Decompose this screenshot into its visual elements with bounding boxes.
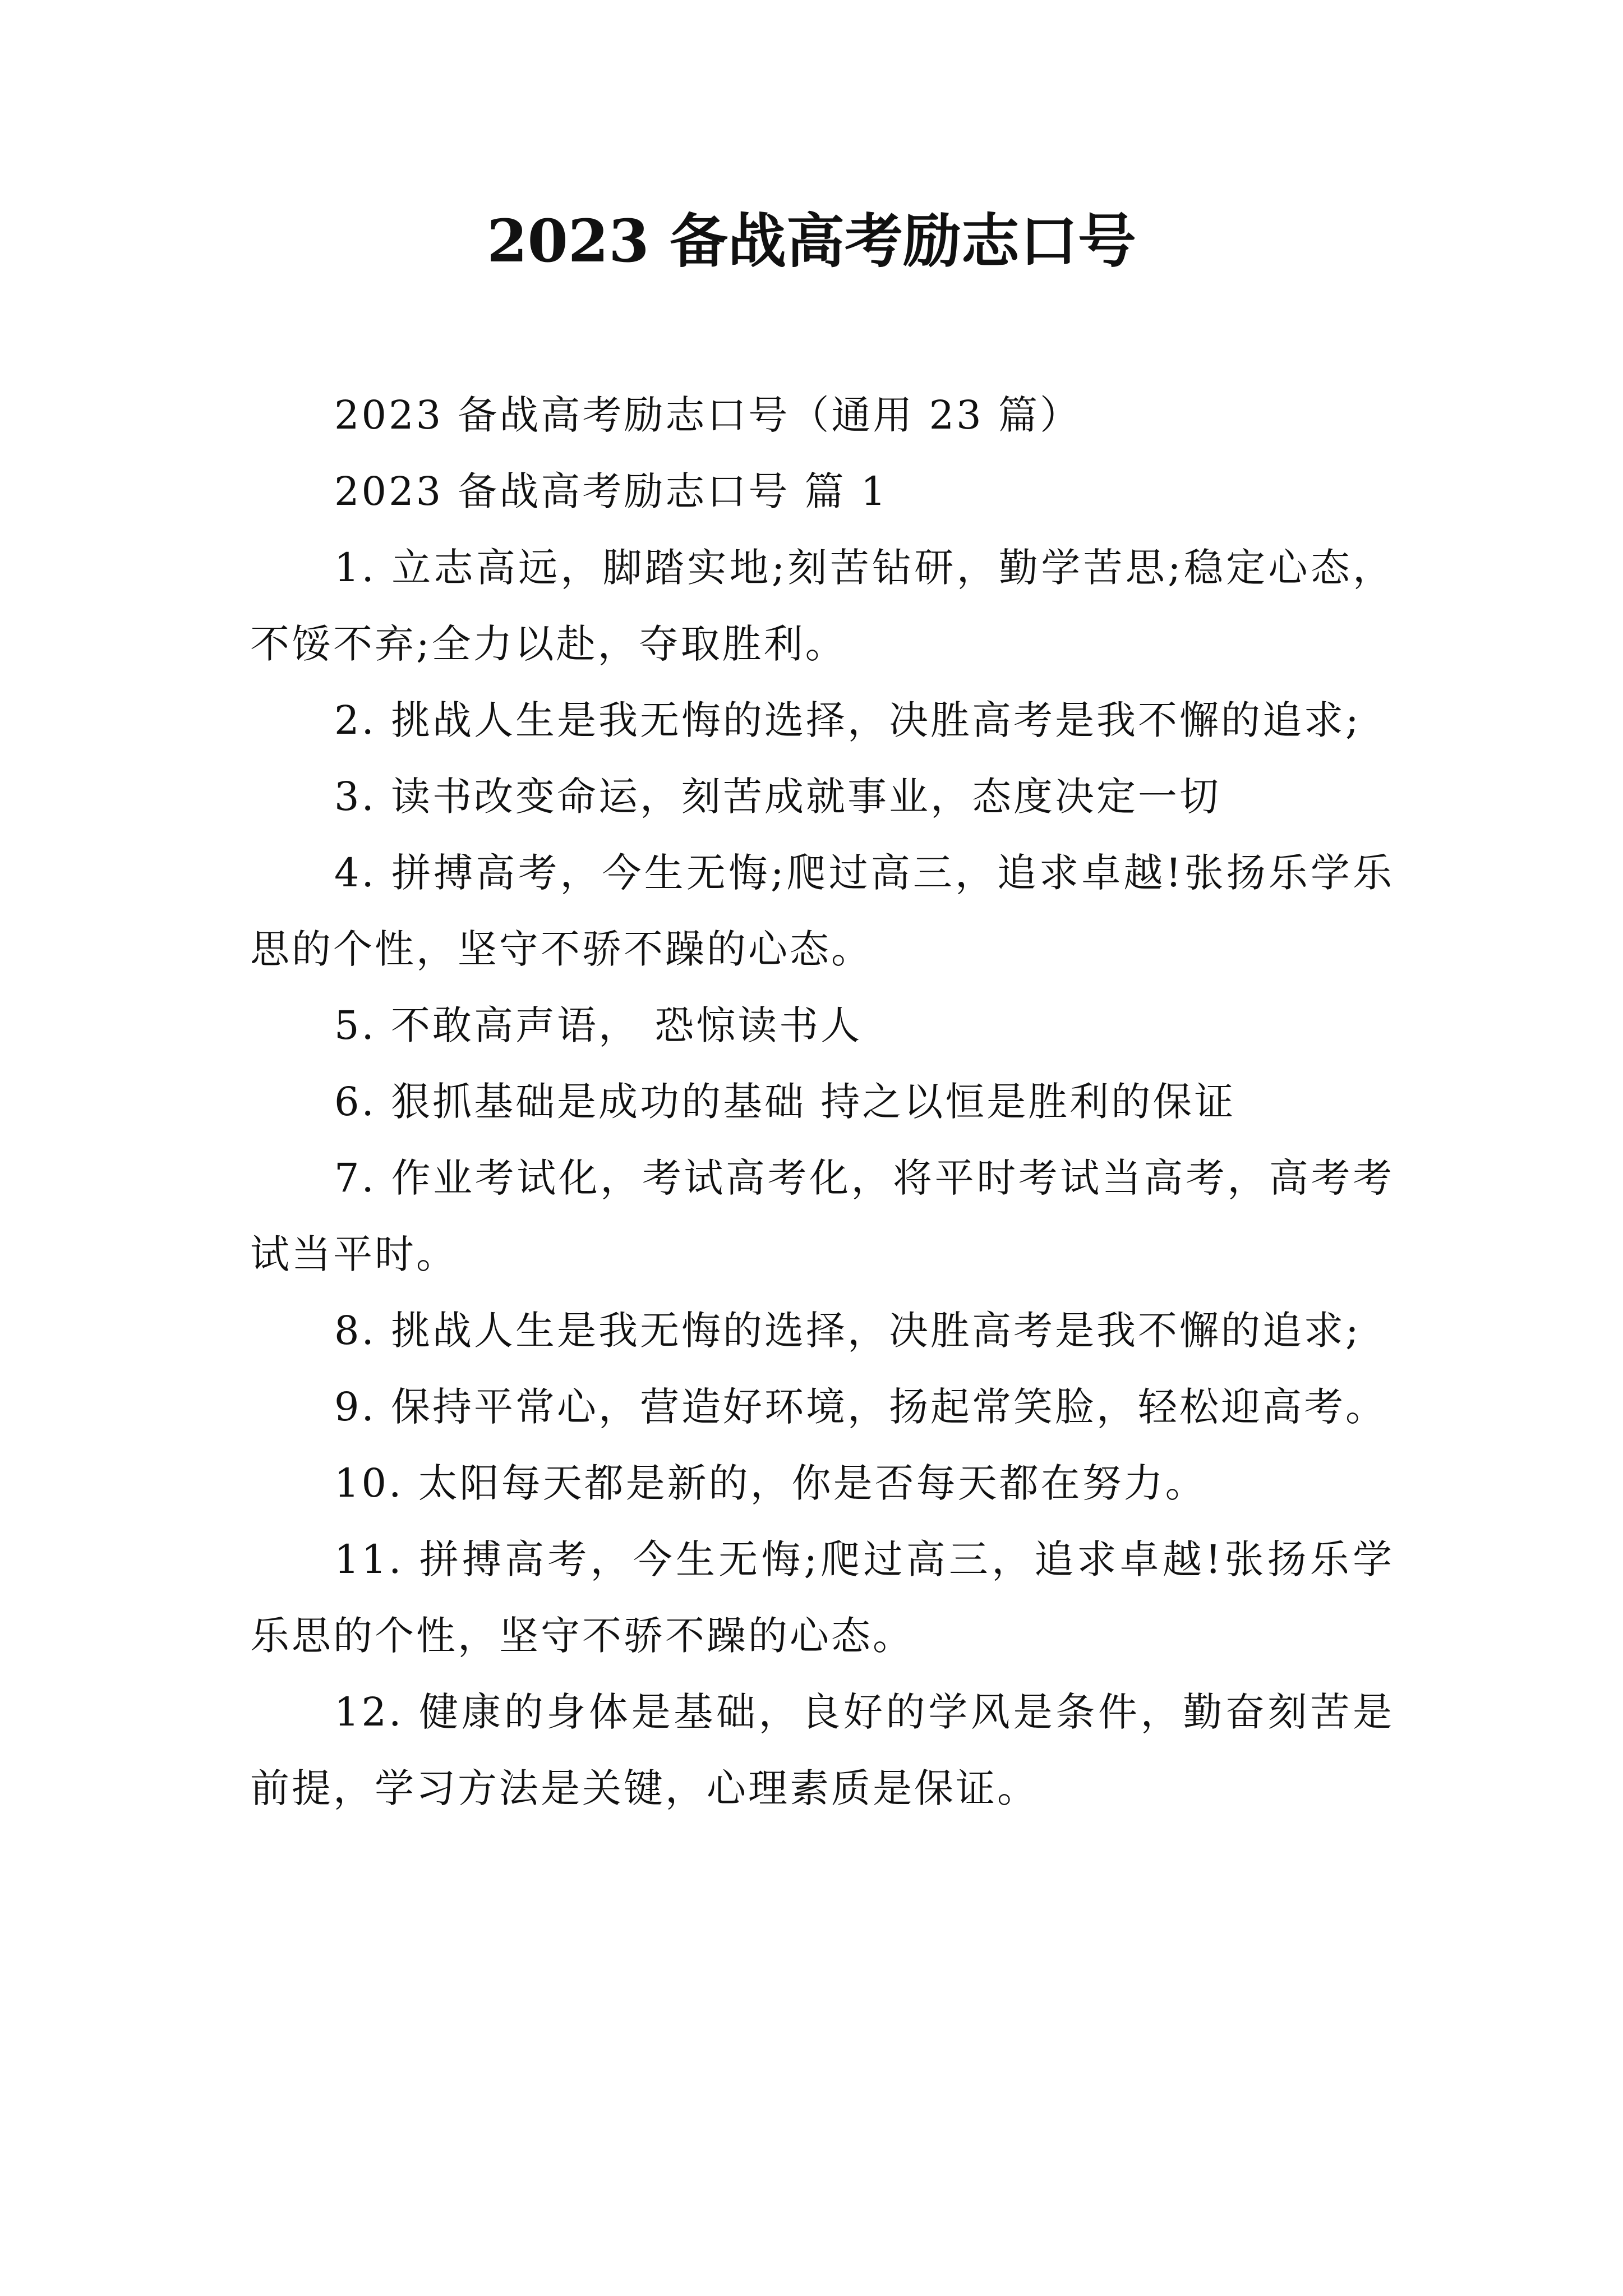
document-title: 2023 备战高考励志口号 bbox=[487, 206, 1136, 275]
slogan-item-7: 7. 作业考试化，考试高考化，将平时考试当高考，高考考试当平时。 bbox=[250, 1155, 1394, 1277]
slogan-item-8: 8. 挑战人生是我无悔的选择，决胜高考是我不懈的追求; bbox=[334, 1308, 1361, 1354]
document-body bbox=[250, 377, 1394, 1826]
subtitle-paragraph: 2023 备战高考励志口号（通用 23 篇） bbox=[334, 392, 1081, 438]
slogan-item-9: 9. 保持平常心，营造好环境，扬起常笑脸，轻松迎高考。 bbox=[334, 1384, 1387, 1430]
slogan-item-5: 5. 不敢高声语， 恐惊读书人 bbox=[334, 1002, 863, 1048]
slogan-item-6: 6. 狠抓基础是成功的基础 持之以恒是胜利的保证 bbox=[334, 1079, 1236, 1125]
slogan-item-3: 3. 读书改变命运，刻苦成就事业，态度决定一切 bbox=[334, 774, 1221, 820]
slogan-item-11: 11. 拼搏高考，今生无悔;爬过高三，追求卓越!张扬乐学乐思的个性，坚守不骄不躁的心态。 bbox=[250, 1536, 1394, 1659]
slogan-item-1: 1. 立志高远，脚踏实地;刻苦钻研，勤学苦思;稳定心态，不馁不弃;全力以赴，夺取胜利。 bbox=[250, 545, 1394, 667]
slogan-item-2: 2. 挑战人生是我无悔的选择，决胜高考是我不懈的追求; bbox=[334, 697, 1361, 743]
section-heading: 2023 备战高考励志口号 篇 1 bbox=[334, 468, 888, 514]
slogan-item-10: 10. 太阳每天都是新的，你是否每天都在努力。 bbox=[334, 1460, 1207, 1506]
slogan-item-12: 12. 健康的身体是基础，良好的学风是条件，勤奋刻苦是前提，学习方法是关键，心理素质是保证。 bbox=[250, 1689, 1394, 1811]
slogan-item-4: 4. 拼搏高考，今生无悔;爬过高三，追求卓越!张扬乐学乐思的个性，坚守不骄不躁的心态。 bbox=[250, 850, 1394, 972]
